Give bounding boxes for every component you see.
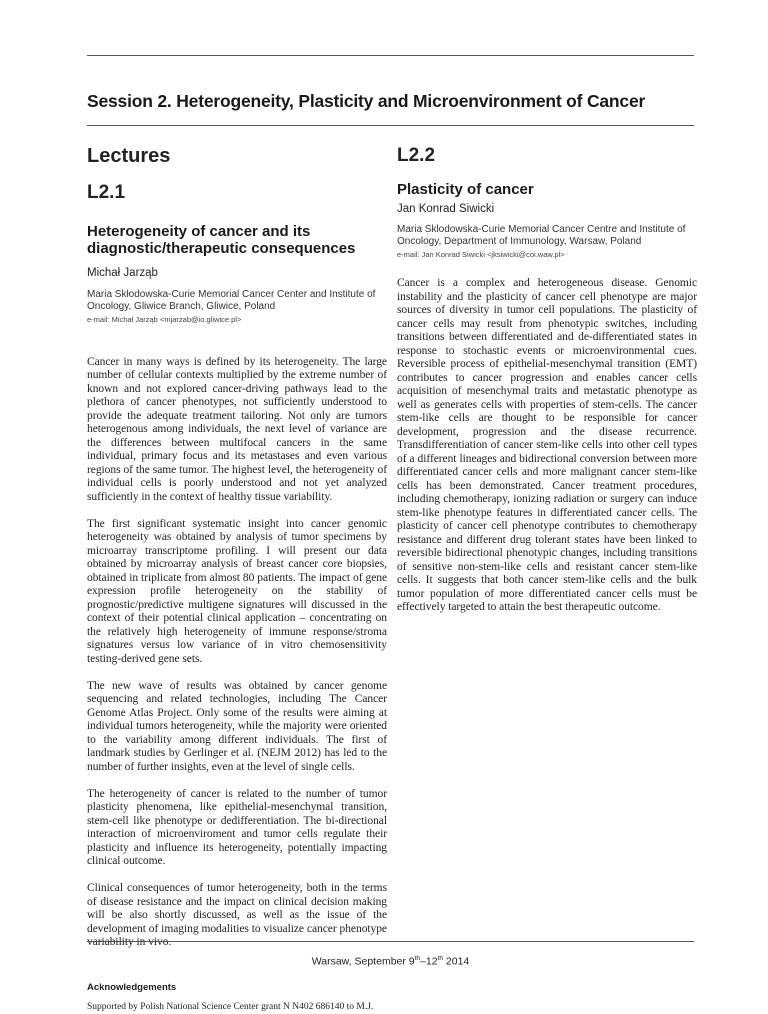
abstract-paragraph: Clinical consequences of tumor heterogeneity, both in the terms of disease resistance and the impact on clinical decision making will be also shortly discussed, as well as the issue of the development of imaging modalities to visualize cancer phenotype variability in vivo. [87, 882, 387, 948]
abstract-paragraph: The heterogeneity of cancer is related to the number of tumor plasticity phenomena, like epithelial-mesenchymal transition, stem-cell like phenotype or dedifferentiation. The bi-directional interaction of microenviroment and tumor cells regulate their plasticity and influence its heterogeneity, potentially impacting clinical outcome. [87, 787, 387, 867]
session-rule [87, 125, 694, 126]
footer-place: Warsaw, September 9 [311, 955, 415, 968]
lecture-abstract: Cancer is a complex and heterogeneous disease. Genomic instability and the plasticity of cancer cell phenotype are major sources of diversity in tumor cell populations. The plasticity of cancer cells may result from phenotypic switches, including transitions between differentiated and de-differentiated states in response to stochastic events or microenvironmental cues. Reversible process of epithelial-mesenchymal transition (EMT) contributes to cancer progression and enables cancer cells acquisition of mesenchymal traits and metastatic phenotype as well as generates cells with properties of stem-cells. The cancer stem-like cells are thought to be responsible for cancer development, progression and the disease recurrence. Transdifferentiation of cancer stem-like cells into other cell types of a different lineages and bidirectional conversion between more differentiated cancer cells and more malignant cancer stem-like cells has been demonstrated. Cancer treatment procedures, including chemotherapy, ionizing radiation or surgery can induce stem-like phenotype features in differentiated cancer cells. The plasticity of cancer cell phenotype contributes to chemotherapy resistance and different drug tolerant states have been linked to reversible bidirectional phenotypic changes, including transitions of sensitive non-stem-like cells and resistant cancer stem-like cells. It suggests that both cancer stem-like cells and the bulk tumor population of more differentiated cancer cells must be effectively targeted to attain the best therapeutic outcome. [397, 277, 697, 613]
lecture-code-l2-1: L2.1 [87, 182, 126, 203]
footer-year: 2014 [443, 955, 470, 968]
top-rule [87, 55, 694, 56]
lecture-author: Jan Konrad Siwicki [397, 203, 495, 215]
abstract-paragraph: The first significant systematic insight into cancer genomic heterogeneity was obtained by analysis of tumor specimens by microarray transcriptome profiling. I will present our data obtained by microarray analysis of breast cancer core biopsies, obtained in triplicate from almost 80 patients. The impact of gene expression profile heterogeneity on the stability of prognostic/predictive multigene signatures will discussed in the context of their potential clinical application – concentrating on the relatively high heterogeneity of immune response/stroma signatures versus low variance of in vitro chemosensitivity testing-derived gene sets. [87, 517, 387, 665]
author-email: e-mail: Michał Jarząb <mjarzab@io.gliwice.pl> [87, 315, 242, 324]
acknowledgements-heading: Acknowledgements [87, 982, 177, 993]
abstract-paragraph: The new wave of results was obtained by cancer genome sequencing and related technologies, including The Cancer Genome Atlas Project. Only some of the results were aiming at individual tumors heterogeneity, while the majority were oriented to the variability among different individuals. The first of landmark studies by Gerlinger et al. (NEJM 2012) has led to the number of further insights, even at the level of single cells. [87, 679, 387, 773]
author-email: e-mail: Jan Konrad Siwicki <jksiwicki@coi.waw.pl> [397, 250, 565, 259]
author-affiliation: Maria Sklodowska-Curie Memorial Cancer Centre and Institute of Oncology, Department of Immunology, Warsaw, Poland [397, 224, 686, 247]
lecture-author: Michał Jarząb [87, 267, 158, 279]
page-footer [87, 955, 694, 968]
author-affiliation: Maria Skłodowska-Curie Memorial Cancer Center and Institute of Oncology, Gliwice Branch, Gliwice, Poland [87, 289, 376, 312]
right-column [397, 143, 697, 615]
lecture-title: Plasticity of cancer [397, 181, 534, 198]
footer-sup-start: th [414, 955, 421, 962]
footer-dash: –12 [420, 955, 438, 968]
session-title: Session 2. Heterogeneity, Plasticity and Microenvironment of Cancer [87, 91, 646, 111]
acknowledgements-text: Supported by Polish National Science Center grant N N402 686140 to M.J. [87, 1002, 374, 1012]
footer-sup-end: th [437, 955, 443, 962]
left-column [87, 143, 387, 1014]
footer-rule [87, 941, 694, 942]
lecture-title: Heterogeneity of cancer and its diagnostic/therapeutic consequences [87, 223, 356, 257]
lecture-abstract [87, 342, 387, 963]
abstract-paragraph: Cancer in many ways is defined by its heterogeneity. The large number of cellular contexts multiplied by the extreme number of known and not explored cancer-driving pathways lead to the plethora of cancer phenotypes, not sufficiently understood to provide the adequate treatment tailoring. Not only are tumors heterogenous among individuals, the next level of variance are the differences between multifocal cancers in the same individual, primary focus and its metastases and even various regions of the same tumor. The highest level, the heterogeneity of individual cells is poorly understood and not yet analyzed sufficiently in the context of healthy tissue variability. [87, 355, 387, 503]
lectures-heading: Lectures [87, 145, 171, 167]
lecture-code-l2-2: L2.2 [397, 145, 436, 166]
